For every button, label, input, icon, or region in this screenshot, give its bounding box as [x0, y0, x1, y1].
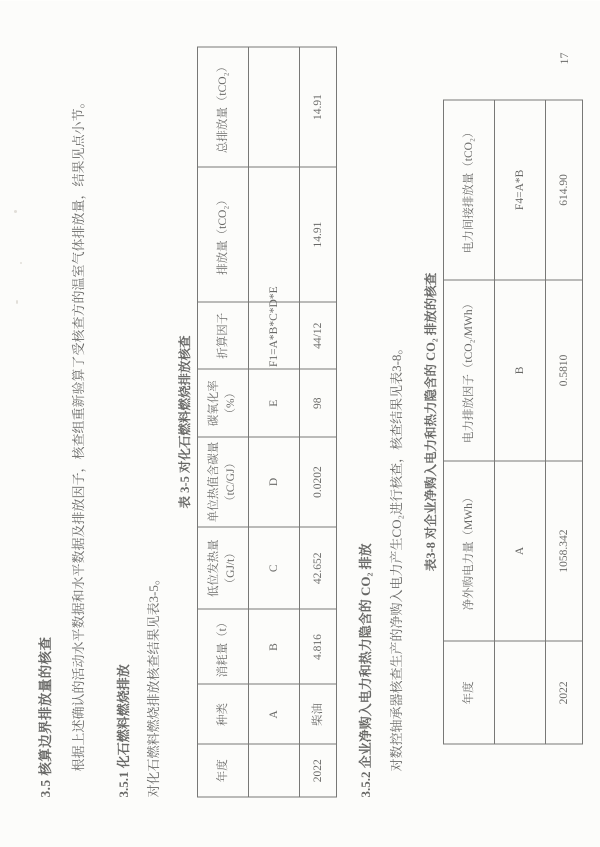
letter-factor: B [495, 280, 546, 461]
col-type: 种类 [198, 684, 249, 744]
col-heat-value: 低位发热量（GJ/t） [198, 527, 249, 610]
cell-emission: 614.90 [546, 99, 583, 280]
col-total-emission: 总排放量（tCO₂） [198, 47, 249, 167]
section-3-5-2-paragraph: 对数控轴承器核查生产的净购入电力产生CO₂进行核查，核查结果见表3-8。 [389, 341, 405, 771]
cell-oxidation: 98 [300, 369, 337, 437]
cell-year: 2022 [300, 744, 337, 797]
col-year: 年度 [198, 744, 249, 797]
col-emission: 排放量（tCO₂） [198, 167, 249, 302]
table-3-5-caption: 表 3-5 对化石燃料燃烧排放核查 [178, 335, 193, 508]
table-letter-row [249, 47, 300, 797]
letter-year-blank [495, 641, 546, 744]
table-3-8-caption: 表3-8 对企业净购入电力和热力隐含的 CO₂ 排放的核查 [424, 272, 439, 571]
scan-speck [14, 210, 17, 213]
cell-power: 1058.342 [546, 460, 583, 641]
section-heading-3-5: 3.5 核算边界排放量的核查 [38, 636, 53, 797]
section-3-5-paragraph: 根据上述确认的活动水平数据和水平数据及排放因子，核查组重新验算了受核查方的温室气体排放量，结果见点小节。 [71, 94, 86, 771]
col-consumption: 消耗量（t） [198, 609, 249, 684]
cell-emission: 14.91 [300, 167, 337, 302]
scan-speck [20, 262, 22, 264]
scan-speck [16, 300, 18, 304]
letter-consumption: A [249, 684, 300, 744]
table-row [546, 99, 583, 744]
letter-formula-blank: F1=A*B*C*D*E [249, 302, 300, 370]
table-purchased-electricity [443, 99, 583, 745]
section-heading-3-5-2: 3.5.2 企业净购入电力和热力隐含的 CO₂ 排放 [358, 542, 374, 797]
table-letter-row [495, 99, 546, 744]
col-year: 年度 [444, 641, 495, 744]
cell-consumption: 4.816 [300, 609, 337, 684]
cell-heat-value: 42.652 [300, 527, 337, 610]
cell-total: 14.91 [300, 47, 337, 167]
letter-oxidation: D [249, 437, 300, 527]
col-indirect-emission: 电力间接排放量（tCO₂） [444, 99, 495, 280]
col-net-purchased-power: 净外购电力量（MWh） [444, 460, 495, 641]
table-header-row [444, 99, 495, 744]
table-header-row [198, 47, 249, 797]
letter-total-blank [249, 47, 300, 167]
letter-year [249, 744, 300, 797]
page-number: 17 [557, 52, 571, 64]
col-grid-emission-factor: 电力排放因子（tCO₂/MWh） [444, 280, 495, 461]
letter-emission-formula [249, 167, 300, 302]
table-fossil-fuel-combustion [197, 46, 337, 797]
table-row [300, 47, 337, 797]
col-oxidation-rate: 碳氧化率（%） [198, 369, 249, 437]
letter-carbon-content: C [249, 527, 300, 610]
letter-emission-formula: F4=A*B [495, 99, 546, 280]
cell-carbon-content: 0.0202 [300, 437, 337, 527]
letter-heat-value: B [249, 609, 300, 684]
cell-factor: 44/12 [300, 302, 337, 370]
cell-factor: 0.5810 [546, 280, 583, 461]
page-content [34, 46, 570, 797]
letter-power: A [495, 460, 546, 641]
letter-factor: E [249, 369, 300, 437]
col-conversion-factor: 折算因子 [198, 302, 249, 370]
col-carbon-content: 单位热值含碳量（tC/GJ） [198, 437, 249, 527]
cell-type: 柴油 [300, 684, 337, 744]
section-3-5-1-lead: 对化石燃料燃烧排放核查结果见表3-5。 [146, 571, 162, 797]
section-heading-3-5-1: 3.5.1 化石燃料燃烧排放 [116, 663, 132, 797]
cell-year: 2022 [546, 641, 583, 744]
